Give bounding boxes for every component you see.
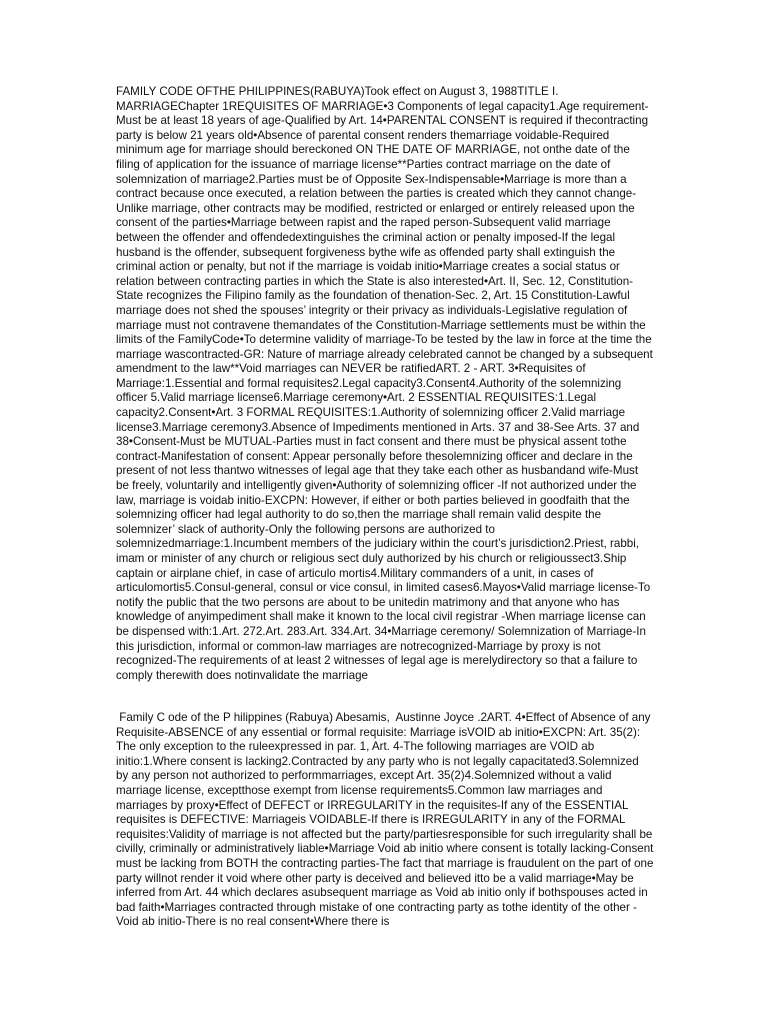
paragraph-1: FAMILY CODE OFTHE PHILIPPINES(RABUYA)Took effect on August 3, 1988TITLE I. MARRIAGEChapter 1REQUISITES OF MARRIAGE•3 Components of legal capacity1.Age requirement-Must be at least 18 years of age-Qualified by Art. 14•PARENTAL CONSENT is required if thecontracting party is below 21 years old•Absence of parental consent renders themarriage voidable-Required minimum age for marriage should bereckoned ON THE DATE OF MARRIAGE, not onthe date of the filing of application for the issuance of marriage license**Parties contract marriage on the date of solemnization of marriage2.Parties must be of Opposite Sex-Indispensable•Marriage is more than a contract because once executed, a relation between the parties is created which they cannot change-Unlike marriage, other contracts may be modified, restricted or enlarged or entirely released upon the consent of the parties•Marriage between rapist and the raped person-Subsequent valid marriage between the offender and offendedextinguishes the criminal action or penalty imposed-If the legal husband is the offender, subsequent forgiveness bythe wife as offended party shall extinguish the criminal action or penalty, but not if the marriage is voidab initio•Marriage creates a social status or relation between contracting parties in which the State is also interested•Art. II, Sec. 12, Constitution-State recognizes the Filipino family as the foundation of thenation-Sec. 2, Art. 15 Constitution-Lawful marriage does not shed the spouses’ integrity or their privacy as individuals-Legislative regulation of marriage must not contravene themandates of the Constitution-Marriage settlements must be within the limits of the FamilyCode•To determine validity of marriage-To be tested by the law in force at the time the marriage wascontracted-GR: Nature of marriage already celebrated cannot be changed by a subsequent amendment to the law**Void marriages can NEVER be ratifiedART. 2 - ART. 3•Requisites of Marriage:1.Essential and formal requisites2.Legal capacity3.Consent4.Authority of the solemnizing officer 5.Valid marriage license6.Marriage ceremony•Art. 2 ESSENTIAL REQUISITES:1.Legal capacity2.Consent•Art. 3 FORMAL REQUISITES:1.Authority of solemnizing officer 2.Valid marriage license3.Marriage ceremony3.Absence of Impediments mentioned in Arts. 37 and 38-See Arts. 37 and 38•Consent-Must be MUTUAL-Parties must in fact consent and there must be physical assent tothe contract-Manifestation of consent: Appear personally before thesolemnizing officer and declare in the present of not less thantwo witnesses of legal age that they take each other as husbandand wife-Must be freely, voluntarily and intelligently given•Authority of solemnizing officer -If not authorized under the law, marriage is voidab initio-EXCPN: However, if either or both parties believed in goodfaith that the solemnizing officer had legal authority to do so,then the marriage shall remain valid despite the solemnizer’ slack of authority-Only the following persons are authorized to solemnizedmarriage:1.Incumbent members of the judiciary within the court’s jurisdiction2.Priest, rabbi, imam or minister of any church or religious sect duly authorized by his church or religioussect3.Ship captain or airplane chief, in case of articulo mortis4.Military commanders of a unit, in cases of articulomortis5.Consul-general, consul or vice consul, in limited cases6.Mayos•Valid marriage license-To notify the public that the two persons are about to be unitedin matrimony and that anyone who has knowledge of anyimpediment shall make it known to the local civil registrar -When marriage license can be dispensed with:1.Art. 272.Art. 283.Art. 334.Art. 34•Marriage ceremony/ Solemnization of Marriage-In this jurisdiction, informal or common-law marriages are notrecognized-Marriage by proxy is not recognized-The requirements of at least 2 witnesses of legal age is merelydirectory so that a failure to comply therewith does notinvalidate the marriage	[116, 85, 653, 682]
text-block-1	[116, 85, 654, 683]
paragraph-2: Family C ode of the P hilippines (Rabuya) Abesamis, Austinne Joyce .2ART. 4•Effect of Absence of any Requisite-ABSENCE of any essential or formal requisite: Marriage isVOID ab initio•EXCPN: Art. 35(2): The only exception to the ruleexpressed in par. 1, Art. 4-The following marriages are VOID ab initio:1.Where consent is lacking2.Contracted by any party who is not legally capacitated3.Solemnized by any person not authorized to performmarriages, except Art. 35(2)4.Solemnized without a valid marriage license, exceptthose exempt from license requirements5.Common law marriages and marriages by proxy•Effect of DEFECT or IRREGULARITY in the requisites-If any of the ESSENTIAL requisites is DEFECTIVE: Marriageis VOIDABLE-If there is IRREGULARITY in any of the FORMAL requisites:Validity of marriage is not affected but the party/partiesresponsible for such irregularity shall be civilly, criminally or administratively liable•Marriage Void ab initio where consent is totally lacking-Consent must be lacking from BOTH the contracting parties-The fact that marriage is fraudulent on the part of one party willnot render it void where other party is deceived and believed itto be a valid marriage•May be inferred from Art. 44 which declares asubsequent marriage as Void ab initio only if bothspouses acted in bad faith•Marriages contracted through mistake of one contracting party as tothe identity of the other -Void ab initio-There is no real consent•Where there is	[116, 711, 657, 929]
text-block-2	[116, 711, 657, 930]
